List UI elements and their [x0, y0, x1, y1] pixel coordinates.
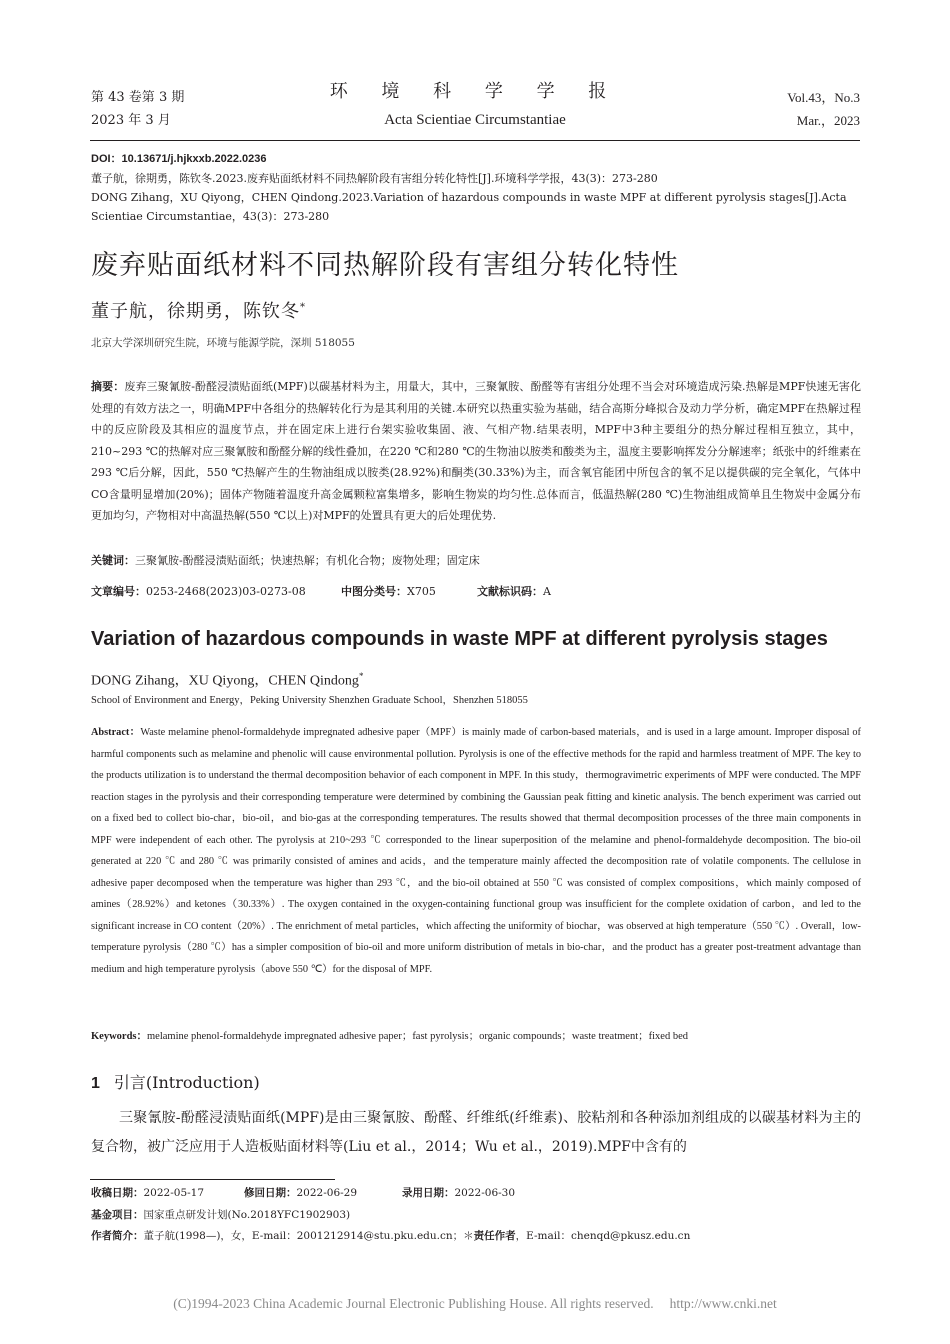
citation-en: DONG Zihang，XU Qiyong，CHEN Qindong.2023.Variation of hazardous compounds in waste MPF at different pyrolysis stages[J].Acta Scientiae Circumstantiae，43(3)：273-280	[91, 191, 847, 223]
abstract-cn	[91, 376, 861, 527]
citation-block	[91, 150, 861, 226]
abstract-cn-text: 废弃三聚氰胺-酚醛浸渍贴面纸(MPF)以碳基材料为主，用量大，其中，三聚氰胺、酚醛等有害组分处理不当会对环境造成污染.热解是MPF快速无害化处理的有效方法之一，明确MPF中各组分的热解转化行为是其利用的关键.本研究以热重实验为基础，结合高斯分峰拟合及动力学分析，确定MPF在热解过程中的反应阶段及其相应的温度节点，并在固定床上进行台架实验收集固、液、气相产物.结果表明，MPF中3种主要组分的热分解过程相互独立，其中，210~293 ℃的热解对应三聚氰胺和酚醛分解的线性叠加，在220 ℃和280 ℃的生物油以胺类和酸类为主，温度主要影响挥发分分解速率；纸张中的纤维素在293 ℃后分解，因此，550 ℃热解产生的生物油组成以胺类(28.92%)和酮类(30.33%)为主，而含氧官能团中所包含的氧不足以提供碳的完全氧化，气体中CO含量明显增加(20%)；固体产物随着温度升高金属颗粒富集增多，影响生物炭的均匀性.总体而言，低温热解(280 ℃)生物油组成简单且生物炭中金属分布更加均匀，产物相对中高温热解(550 ℃以上)对MPF的处置具有更大的后处理优势.	[91, 380, 862, 522]
keywords-cn	[91, 551, 861, 571]
authors-cn-names: 董子航，徐期勇，陈钦冬	[91, 301, 300, 322]
header-divider	[90, 140, 860, 141]
date-en: Mar.，2023	[796, 113, 860, 128]
footnote-fund: 基金项目：国家重点研发计划(No.2018YFC1902903)	[91, 1208, 351, 1221]
abstract-cn-label: 摘要：	[91, 380, 125, 393]
header-volume-block	[787, 86, 860, 132]
keywords-cn-text: 三聚氰胺-酚醛浸渍贴面纸；快速热解；有机化合物；废物处理；固定床	[135, 554, 480, 567]
citation-cn: 董子航，徐期勇，陈钦冬.2023.废弃贴面纸材料不同热解阶段有害组分转化特性[J].环境科学学报，43(3)：273-280	[91, 172, 658, 185]
paper-title-en: Variation of hazardous compounds in waste MPF at different pyrolysis stages	[91, 628, 828, 650]
journal-title-en: Acta Scientiae Circumstantiae	[384, 112, 566, 128]
footnote	[91, 1183, 861, 1248]
doi: DOI：10.13671/j.hjkxxb.2022.0236	[91, 153, 267, 165]
footnote-author-bio: 作者简介：董子航(1998—)，女，E-mail：2001212914@stu.pku.edu.cn；＊责任作者，E-mail：chenqd@pkusz.edu.cn	[91, 1230, 691, 1242]
copyright-text: (C)1994-2023 China Academic Journal Electronic Publishing House. All rights reserved.	[173, 1296, 654, 1311]
section-heading	[91, 1070, 260, 1097]
date-cn: 2023 年 3 月	[91, 113, 171, 128]
abstract-en-label: Abstract：	[91, 727, 141, 738]
journal-title-cn: 环 境 科 学 学 报	[329, 81, 621, 102]
article-number: 文章编号：0253-2468(2023)03-0273-08	[91, 585, 306, 598]
cnki-link[interactable]: http://www.cnki.net	[669, 1296, 777, 1311]
copyright-line	[0, 1296, 950, 1312]
document-code: 文献标识码：A	[477, 585, 551, 598]
authors-cn	[91, 294, 306, 326]
abstract-en	[91, 722, 861, 980]
keywords-en-text: melamine phenol-formaldehyde impregnated adhesive paper；fast pyrolysis；organic compounds；waste treatment；fixed bed	[147, 1031, 688, 1042]
keywords-cn-label: 关键词：	[91, 554, 135, 567]
abstract-en-text: Waste melamine phenol-formaldehyde impregnated adhesive paper（MPF）is mainly made of carbon-based materials，and is used in a large amount. Improper disposal of harmful components such as melamine and phenolic will cause environmental pollution. Pyrolysis is one of the effective methods for the rapid and harmless treatment of MPF. The key to the products utilization is to understand the thermal decomposition behavior of each component in MPF. In this study，thermogravimetric experiments of MPF were conducted. The MPF reaction stages in the pyrolysis and their corresponding temperature were determined by combining the Gaussian peak fitting and kinetic analysis. The bench experiment was carried out on a fixed bed to collect bio-char，bio-oil，and bio-gas at the corresponding temperatures. The results showed that thermal decomposition processes of the three main components in MPF were independent of each other. The pyrolysis at 210~293 ℃ corresponded to the linear superposition of the melamine and phenol-formaldehyde decomposition. The bio-oil generated at 220 ℃ and 280 ℃ was primarily consisted of amines and acids，and the temperature mainly affected the decomposition rate of volatile components. The cellulose in adhesive paper decomposed when the temperature was higher than 293 ℃，and the bio-oil obtained at 550 ℃ was consisted of complex compositions，which mainly composed of amines（28.92%）and ketones（30.33%）. The oxygen contained in the oxygen-containing functional group was insufficient for the complete oxidation of carbon，and led to the significant increase in CO content（20%）. The enrichment of metal particles，which affecting the uniformity of biochar，was observed at high temperature（550 ℃）. Overall，low-temperature pyrolysis（280 ℃）has a simpler composition of bio-oil and more uniform distribution of metals in bio-char，and the product has a greater post-treatment advantage than medium and high temperature pyrolysis（above 550 ℃）for the disposal of MPF.	[91, 727, 861, 975]
corresponding-mark: *	[300, 302, 306, 313]
volume-en: Vol.43，No.3	[787, 90, 860, 105]
corresponding-mark-en: *	[358, 671, 364, 681]
corresponding-star: ＊	[463, 1230, 474, 1242]
section-title: 引言(Introduction)	[113, 1073, 260, 1092]
section-paragraph: 三聚氰胺-酚醛浸渍贴面纸(MPF)是由三聚氰胺、酚醛、纤维纸(纤维素)、胶粘剂和各种添加剂组成的以碳基材料为主的复合物，被广泛应用于人造板贴面材料等(Liu et al.，2014；Wu et al.，2019).MPF中含有的	[91, 1110, 861, 1155]
authors-en-names: DONG Zihang，XU Qiyong，CHEN Qindong	[91, 673, 359, 689]
revised-date: 修回日期：2022-06-29	[244, 1187, 358, 1199]
keywords-en	[91, 1027, 861, 1047]
section-number: 1	[91, 1075, 100, 1092]
accepted-date: 录用日期：2022-06-30	[402, 1187, 516, 1199]
issue-cn: 第 43 卷第 3 期	[91, 90, 185, 105]
footnote-divider	[90, 1179, 335, 1180]
affiliation-cn: 北京大学深圳研究生院，环境与能源学院，深圳 518055	[91, 337, 355, 349]
authors-en	[91, 665, 363, 693]
received-date: 收稿日期：2022-05-17	[91, 1187, 205, 1199]
footnote-dates	[91, 1183, 861, 1205]
affiliation-en: School of Environment and Energy，Peking University Shenzhen Graduate School，Shenzhen 518055	[91, 695, 528, 706]
keywords-en-label: Keywords：	[91, 1031, 147, 1042]
clc-number: 中图分类号：X705	[341, 585, 436, 598]
paper-title-cn: 废弃贴面纸材料不同热解阶段有害组分转化特性	[91, 250, 679, 281]
